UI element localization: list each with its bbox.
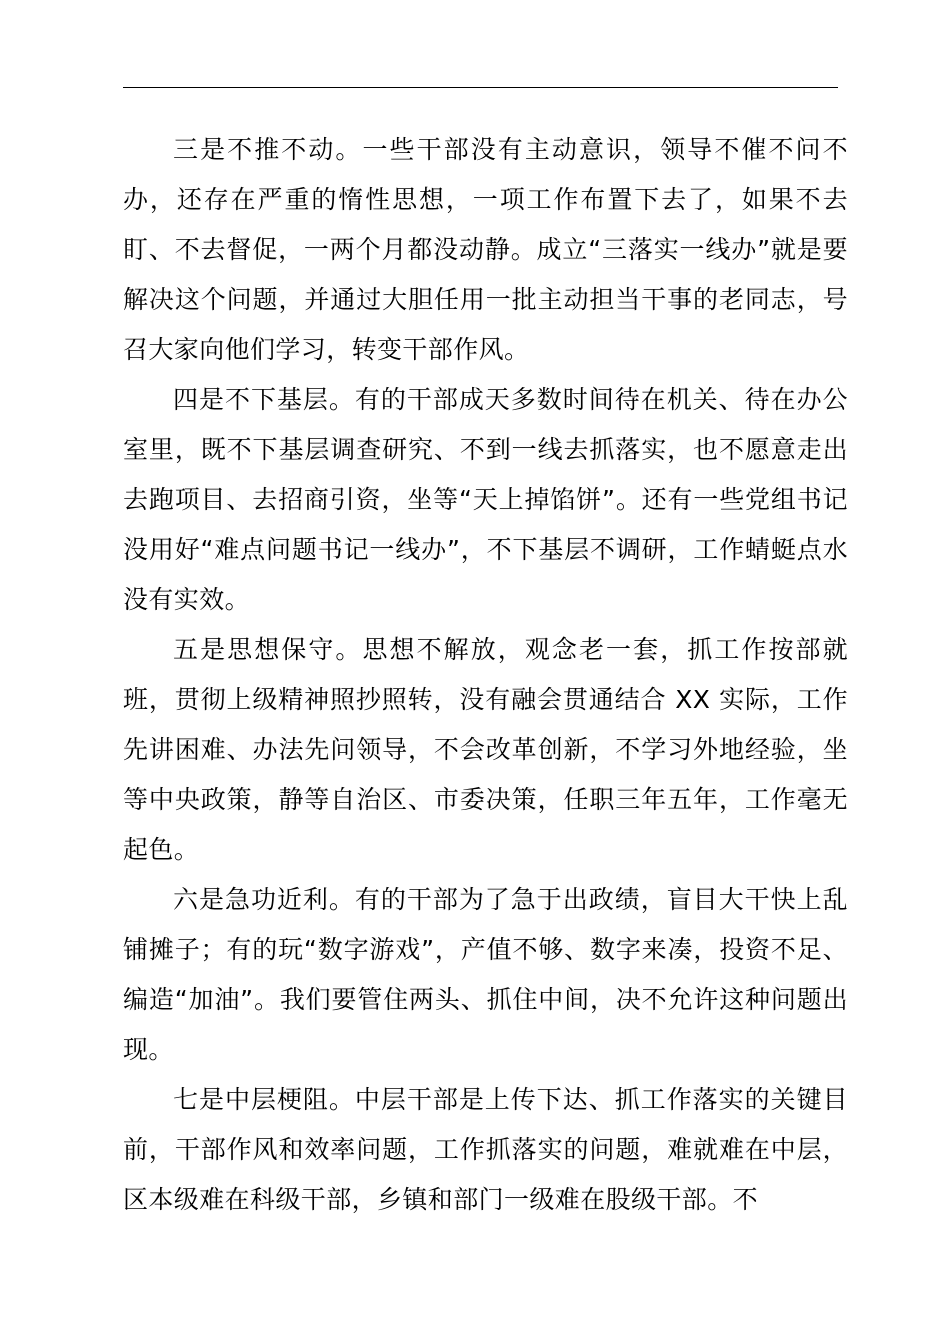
paragraph-seven-middle-obstruction: 七是中层梗阻。中层干部是上传下达、抓工作落实的关键目前，干部作风和效率问题，工作抓落实的问题，难就难在中层，区本级难在科级干部，乡镇和部门一级难在股级干部。不 (123, 1085, 848, 1214)
paragraph-five-conservative-thinking: 五是思想保守。思想不解放，观念老一套，抓工作按部就班，贯彻上级精神照抄照转，没有融会贯通结合 XX 实际，工作先讲困难、办法先问领导，不会改革创新，不学习外地经验，坐等中央政策，静等自治区、市委决策，任职三年五年，工作毫无起色。 (123, 635, 848, 864)
paragraph-four-no-grassroots: 四是不下基层。有的干部成天多数时间待在机关、待在办公室里，既不下基层调查研究、不到一线去抓落实，也不愿意走出去跑项目、去招商引资，坐等“天上掉馅饼”。还有一些党组书记没用好“难点问题书记一线办”，不下基层不调研，工作蜻蜓点水没有实效。 (123, 385, 848, 614)
header-rule (123, 87, 838, 88)
paragraph-three-no-push: 三是不推不动。一些干部没有主动意识，领导不催不问不办，还存在严重的惰性思想，一项工作布置下去了，如果不去盯、不去督促，一两个月都没动静。成立“三落实一线办”就是要解决这个问题，并通过大胆任用一批主动担当干事的老同志，号召大家向他们学习，转变干部作风。 (123, 135, 848, 364)
paragraph-six-quick-success: 六是急功近利。有的干部为了急于出政绩，盲目大干快上乱铺摊子；有的玩“数字游戏”，产值不够、数字来凑，投资不足、编造“加油”。我们要管住两头、抓住中间，决不允许这种问题出现。 (123, 885, 848, 1064)
body-text (123, 125, 848, 1225)
